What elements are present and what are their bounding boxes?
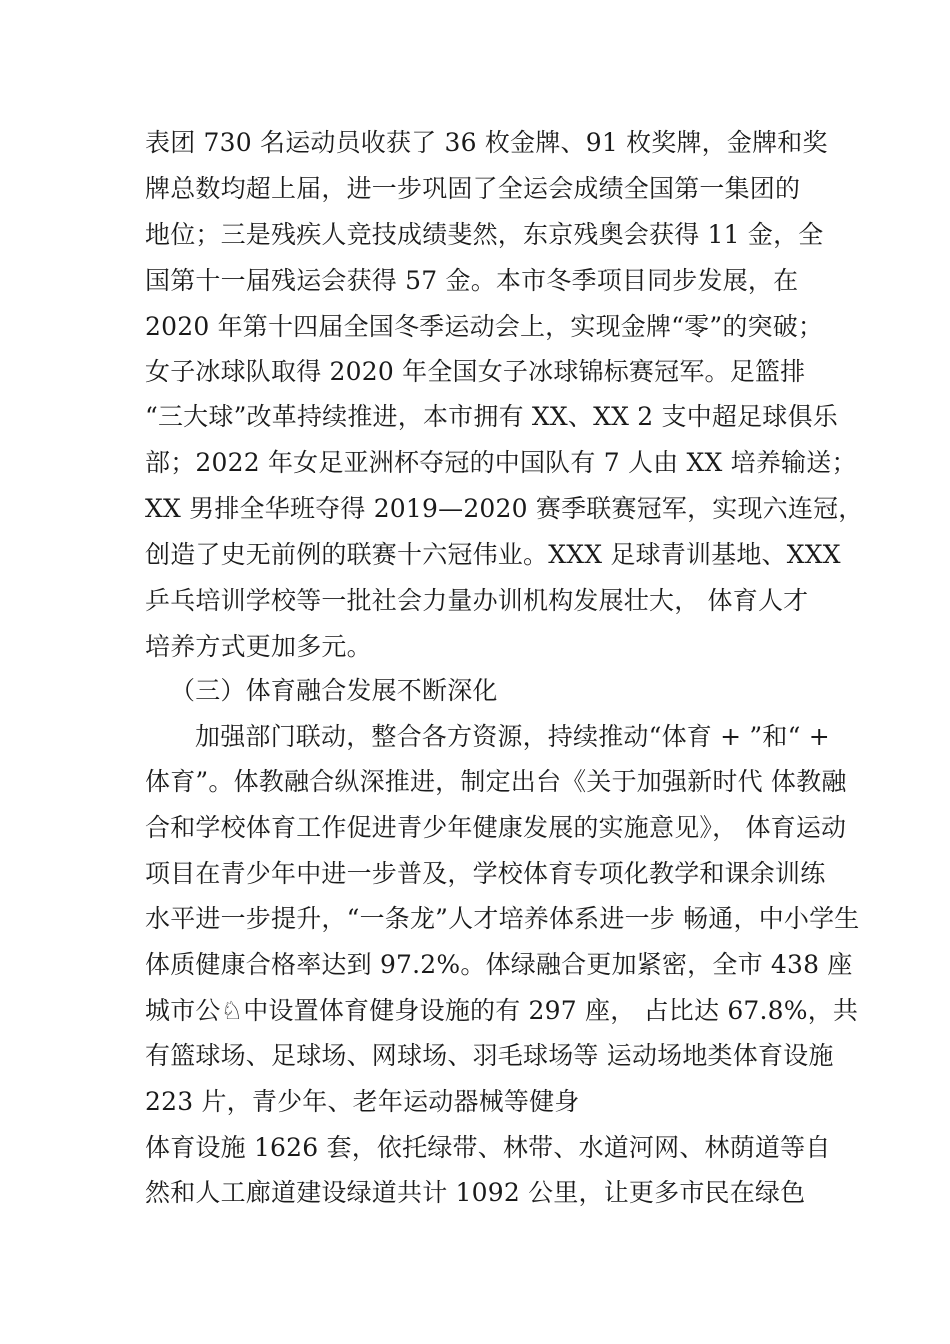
paragraph-line-15: 体育”。体教融合纵深推进，制定出台《关于加强新时代 体教融	[145, 767, 847, 796]
paragraph-line-5: 2020 年第十四届全国冬季运动会上，实现金牌“零”的突破；	[145, 312, 824, 341]
paragraph-line-8: 部；2022 年女足亚洲杯夺冠的中国队有 7 人由 XX 培养输送；	[145, 448, 857, 477]
paragraph-line-14: 加强部门联动，整合各方资源，持续推动“体育 + ”和“ +	[195, 722, 830, 751]
paragraph-line-6: 女子冰球队取得 2020 年全国女子冰球锦标赛冠军。足篮排	[145, 357, 806, 386]
paragraph-line-19: 体质健康合格率达到 97.2%。体绿融合更加紧密，全市 438 座	[145, 950, 853, 979]
paragraph-line-4: 国第十一届残运会获得 57 金。本市冬季项目同步发展，在	[145, 266, 799, 295]
paragraph-line-11: 乒乓培训学校等一批社会力量办训机构发展壮大， 体育人才	[145, 586, 809, 615]
paragraph-line-16: 合和学校体育工作促进青少年健康发展的实施意见》， 体育运动	[145, 813, 847, 842]
paragraph-line-2: 牌总数均超上届，进一步巩固了全运会成绩全国第一集团的	[145, 174, 801, 203]
paragraph-line-1: 表团 730 名运动员收获了 36 枚金牌、91 枚奖牌，金牌和奖	[145, 128, 828, 157]
paragraph-line-7: “三大球”改革持续推进，本市拥有 XX、XX 2 支中超足球俱乐	[145, 402, 838, 431]
paragraph-line-21: 有篮球场、足球场、网球场、羽毛球场等 运动场地类体育设施	[145, 1041, 834, 1070]
paragraph-line-12: 培养方式更加多元。	[145, 632, 372, 661]
paragraph-line-18: 水平进一步提升，“一条龙”人才培养体系进一步 畅通，中小学生	[145, 904, 860, 933]
paragraph-line-20: 城市公♘中设置体育健身设施的有 297 座， 占比达 67.8%，共	[145, 996, 859, 1025]
paragraph-line-9: XX 男排全华班夺得 2019—2020 赛季联赛冠军，实现六连冠，	[145, 494, 864, 523]
section-heading: （三）体育融合发展不断深化	[170, 676, 498, 705]
paragraph-line-23: 体育设施 1626 套，依托绿带、林带、水道河网、林荫道等自	[145, 1133, 831, 1162]
paragraph-line-10: 创造了史无前例的联赛十六冠伟业。XXX 足球青训基地、XXX	[145, 540, 841, 569]
paragraph-line-17: 项目在青少年中进一步普及，学校体育专项化教学和课余训练	[145, 859, 826, 888]
paragraph-line-22: 223 片，青少年、老年运动器械等健身	[145, 1087, 580, 1116]
paragraph-line-3: 地位；三是残疾人竞技成绩斐然，东京残奥会获得 11 金，全	[145, 220, 824, 249]
paragraph-line-24: 然和人工廊道建设绿道共计 1092 公里，让更多市民在绿色	[145, 1178, 806, 1207]
